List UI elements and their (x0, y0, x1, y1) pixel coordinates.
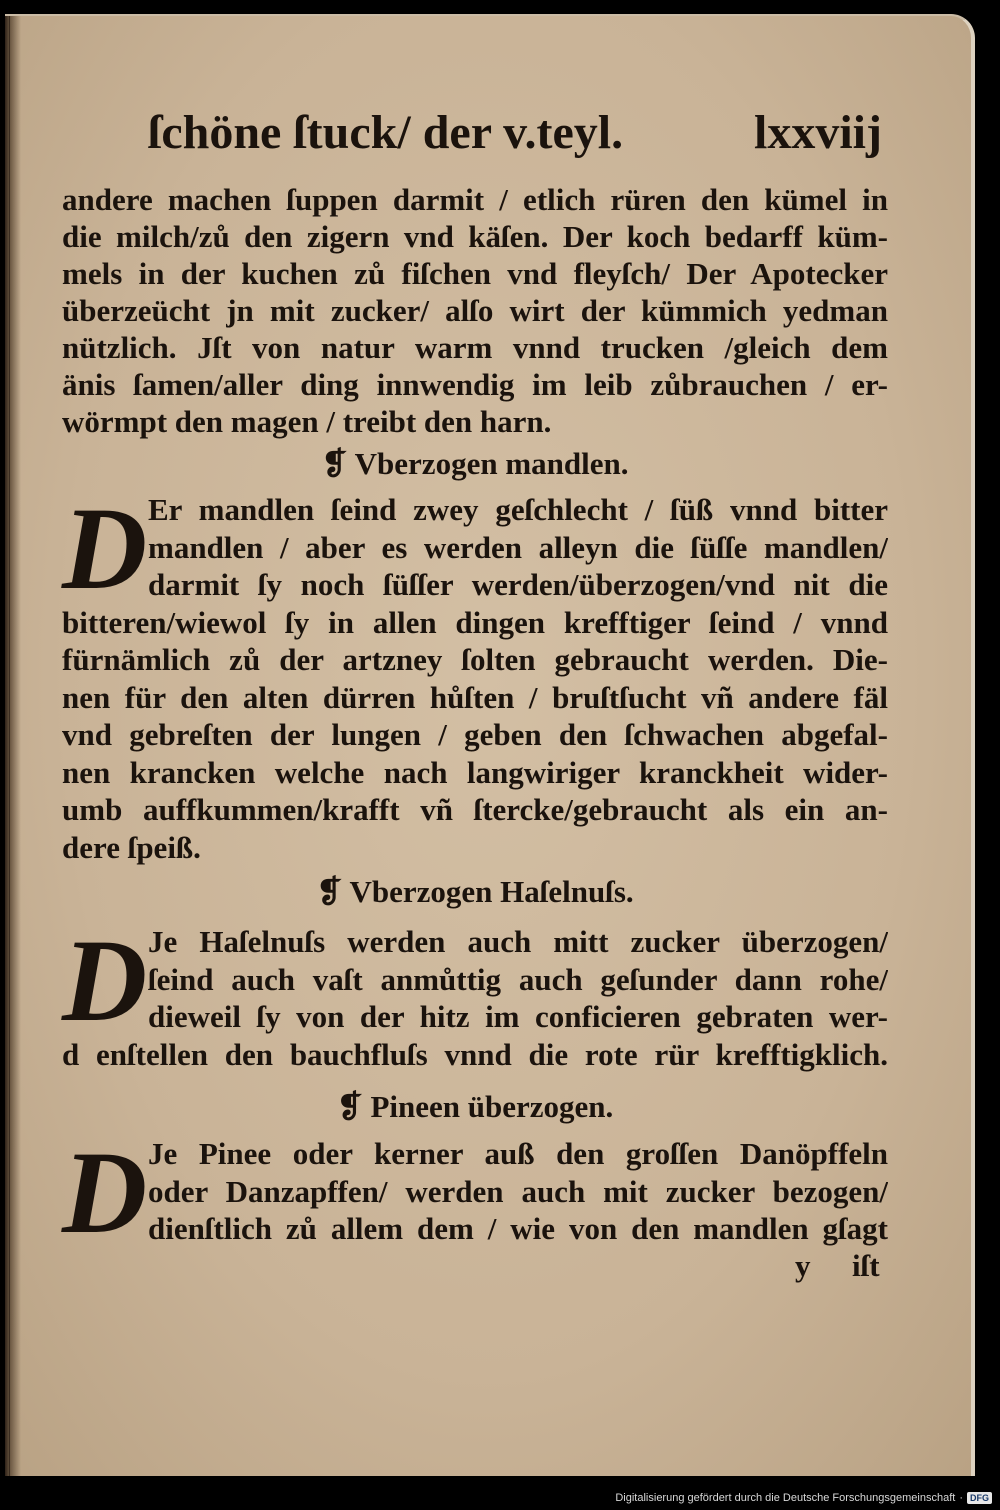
text-line: fürnämlich zů der artzney ſolten gebraucht werden. Die- (62, 642, 888, 677)
text-line: mels in der kuchen zů fiſchen vnd fleyſch/ Der Apotecker (62, 256, 888, 291)
text-line: Je Haſelnuſs werden auch mitt zucker überzogen/ (148, 924, 888, 959)
text-line: vnd gebreſten der lungen / geben den ſchwachen abgefal- (62, 717, 888, 752)
text-line: änis ſamen/aller ding innwendig im leib zůbrauchen / er- (62, 367, 888, 402)
text-line: ſeind auch vaſt anmůttig auch geſunder dann rohe/ (148, 961, 888, 997)
catchword: iſt (852, 1248, 880, 1283)
folio-number: lxxviij (754, 106, 882, 159)
text-line: dienſtlich zů allem dem / wie von den mandlen gſagt (148, 1211, 888, 1246)
paragraph-hazelnuts (62, 915, 888, 1073)
drop-cap-initial: D (62, 915, 148, 1046)
text-line: nen krancken welche nach langwiriger kranckheit wider- (62, 754, 888, 790)
paragraph-almonds (62, 483, 888, 866)
dfg-logo: DFG (967, 1492, 992, 1504)
section-heading: ❡ Vberzogen Haſelnuſs. (316, 874, 634, 909)
text-line: darmit ſy noch ſüſſer werden/überzogen/vnd nit die (148, 567, 888, 602)
text-line: d enſtellen den bauchfluſs vnnd die rote rür krefftigklich. (62, 1036, 888, 1072)
catchword-line (62, 1246, 888, 1286)
text-line: Je Pinee oder kerner auß den groſſen Danöpffeln (148, 1136, 888, 1171)
section-heading: ❡ Vberzogen mandlen. (321, 446, 629, 481)
page-gutter-shadow (5, 16, 21, 1476)
paragraph-caraway (62, 181, 888, 440)
signature-mark: y (795, 1248, 811, 1283)
running-head (62, 102, 888, 164)
digitization-footer (615, 1490, 992, 1506)
text-line: umb auffkummen/krafft vñ ſtercke/gebraucht als ein an- (62, 792, 888, 827)
text-line: Er mandlen ſeind zwey geſchlecht / ſüß vnnd bitter (148, 492, 888, 527)
text-line: dieweil ſy von der hitz im conficieren gebraten wer- (148, 999, 888, 1034)
book-page (5, 14, 975, 1476)
section-heading: ❡ Pineen überzogen. (336, 1089, 614, 1124)
text-line: nützlich. Jſt von natur warm vnnd trucken /gleich dem (62, 330, 888, 365)
funding-credit: Digitalisierung gefördert durch die Deutsche Forschungsgemeinschaft (615, 1492, 956, 1504)
footer-separator: · (959, 1492, 963, 1504)
drop-cap-initial: D (62, 1127, 148, 1258)
page-edge-line (9, 16, 10, 1476)
text-line: wörmpt den magen / treibt den harn. (62, 404, 552, 439)
text-line: bitteren/wiewol ſy in allen dingen krefftiger ſeind / vnnd (62, 604, 888, 640)
text-line: dere ſpeiß. (62, 829, 201, 865)
text-line: oder Danzapffen/ werden auch mit zucker bezogen/ (148, 1173, 888, 1209)
text-line: überzeücht jn mit zucker/ alſo wirt der kümmich yedman (62, 293, 888, 328)
paragraph-pine-nuts (62, 1127, 888, 1258)
text-line: mandlen / aber es werden alleyn die ſüſſe mandlen/ (148, 529, 888, 565)
running-head-title: ſchöne ſtuck/ der v.teyl. (148, 106, 624, 159)
drop-cap-initial: D (62, 483, 148, 614)
text-line: andere machen ſuppen darmit / etlich rüren den kümel in (62, 182, 888, 217)
text-line: die milch/zů den zigern vnd käſen. Der koch bedarff küm- (62, 219, 888, 254)
text-line: nen für den alten dürren hůſten / bruſtſucht vñ andere fäl (62, 679, 888, 715)
